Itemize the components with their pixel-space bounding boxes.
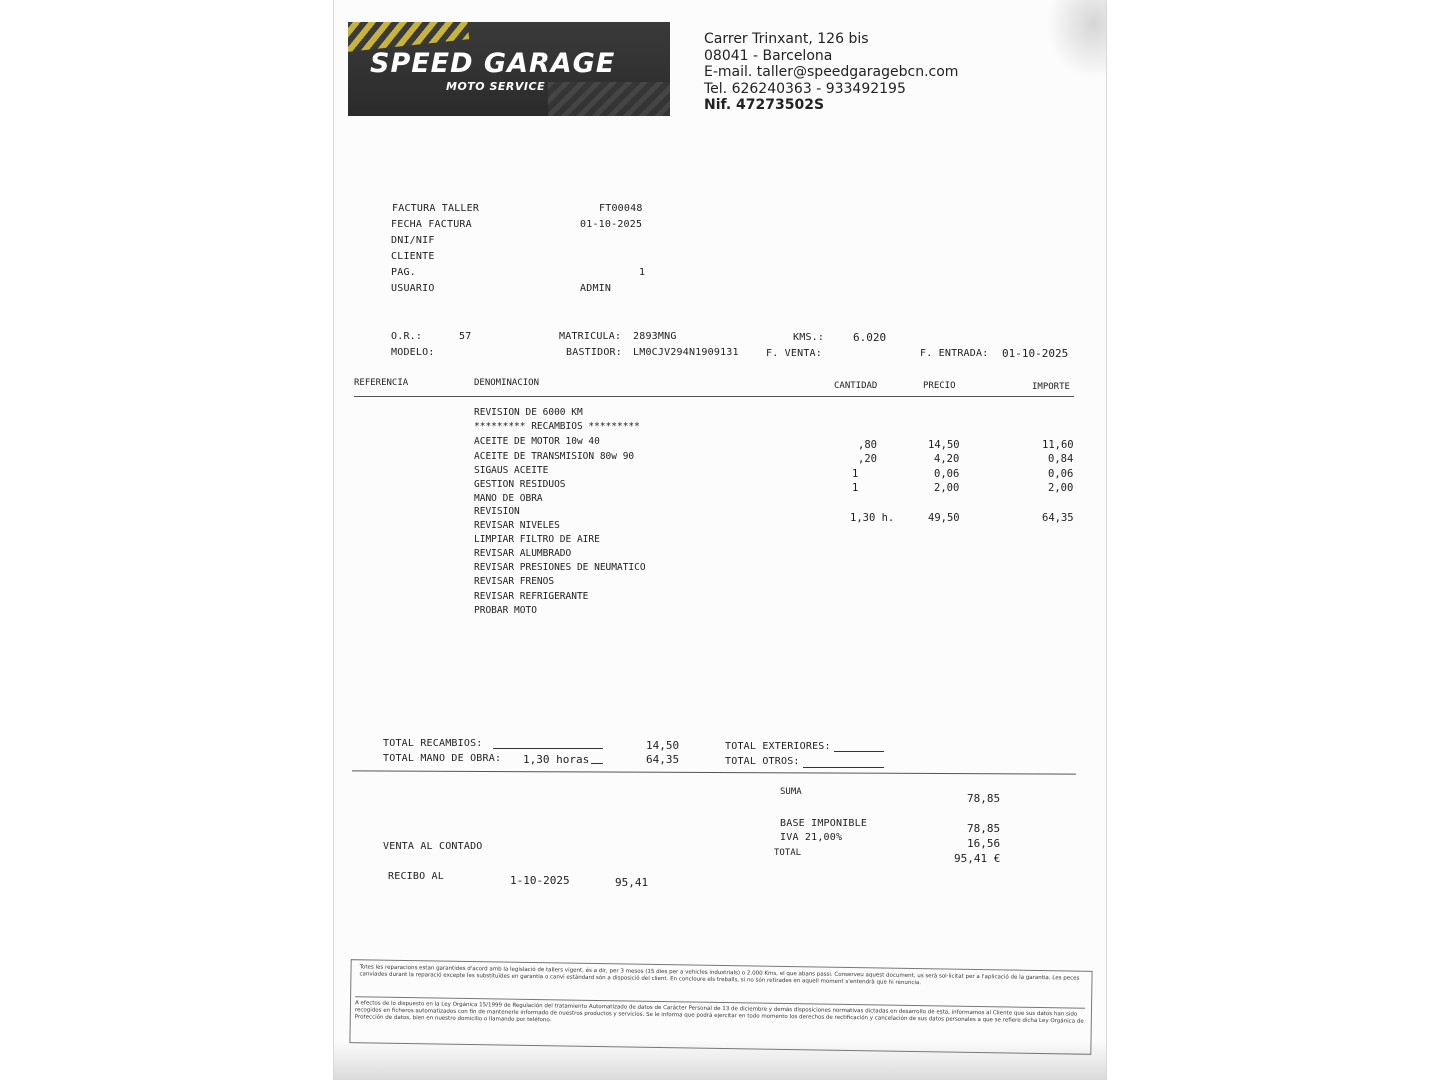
base-label: BASE IMPONIBLE: [780, 818, 868, 829]
line-item-importe: 11,60: [1042, 439, 1074, 451]
line-item-cantidad: ,20: [858, 453, 877, 465]
total-mano-horas: 1,30 horas: [523, 753, 590, 766]
kms-value: 6.020: [853, 331, 887, 344]
or-value: 57: [459, 331, 472, 342]
col-cantidad: CANTIDAD: [834, 381, 878, 391]
pag-label: PAG.: [391, 267, 416, 278]
usuario-label: USUARIO: [391, 283, 435, 294]
line-item-importe: 2,00: [1048, 482, 1074, 494]
company-address: [704, 31, 958, 114]
line-item-cantidad: 1: [852, 482, 859, 494]
suma-label: SUMA: [780, 787, 802, 797]
or-label: O.R.:: [391, 331, 423, 342]
scan-shadow-bottom: [334, 1040, 1106, 1080]
usuario-value: ADMIN: [580, 283, 612, 294]
invoice-page: [334, 0, 1106, 1080]
legal-warranty: Totes les reparacions estan garantides d'acord amb la legislació de tallers vigent, és a dir, per 3 mesos (15 dies per a vehicles industrials) o 2.000 Kms, el que abans passi. Conserveu aquest document, us serà sol·licitat per a l'aplicació de la garantia. Les peces canviades durant la reparació excepte les substituïdes en garantia o canvi estàndard són a disposició del client. En concloure els treballs, si no són retirades en aquell moment s'entendrà que hi renuncia.: [359, 964, 1080, 987]
iva-value: 16,56: [967, 837, 1001, 850]
col-precio: PRECIO: [923, 381, 956, 391]
line-item-desc: MANO DE OBRA: [474, 493, 543, 504]
recibo-amount: 95,41: [615, 876, 649, 889]
logo-tagline: MOTO SERVICE: [446, 80, 546, 93]
matricula-label: MATRICULA:: [559, 331, 622, 342]
fecha-value: 01-10-2025: [580, 219, 643, 230]
totals-rule: [352, 770, 1076, 774]
recibo-label: RECIBO AL: [388, 871, 444, 882]
line-item-desc: REVISAR ALUMBRADO: [474, 548, 572, 559]
total-otros-label: TOTAL OTROS:: [725, 756, 800, 767]
mano-underline: [591, 763, 603, 764]
line-item-importe: 64,35: [1042, 512, 1074, 524]
suma-value: 78,85: [967, 792, 1001, 805]
otros-underline: [803, 767, 884, 768]
company-email: E-mail. taller@speedgaragebcn.com: [704, 64, 959, 80]
col-denominacion: DENOMINACION: [474, 378, 540, 388]
matricula-value: 2893MNG: [633, 331, 677, 342]
legal-privacy: A efectos de lo dispuesto en la Ley Orgánica 15/1999 de Regulación del tratamiento Automatizado de datos de Carácter Personal de 13 de diciembre y demás disposiciones normativas dictadas en desarrollo de esta, informamos al Cliente que sus datos han sido recogidos en ficheros automatizados con fin de mantenerle informado de nuestros productos y servicios. Se le informa que podrá ejercitar en todo momento los derechos de rectificación y cancelación de sus datos personales a que se refiere dicha Ley Orgánica de Protección de datos, bien en nuestro domicilio o llamando por teléfono.: [355, 996, 1085, 1032]
line-item-desc: REVISAR FRENOS: [474, 576, 555, 587]
line-item-cantidad: ,80: [858, 439, 877, 451]
line-item-desc: SIGAUS ACEITE: [474, 465, 549, 476]
line-item-desc: LIMPIAR FILTRO DE AIRE: [474, 534, 600, 545]
scan-shadow: [1046, 0, 1106, 80]
line-item-desc: GESTION RESIDUOS: [474, 479, 566, 490]
total-exteriores-label: TOTAL EXTERIORES:: [725, 741, 831, 752]
factura-label: FACTURA TALLER: [392, 203, 480, 214]
line-item-precio: 14,50: [928, 439, 960, 451]
recibo-date: 1-10-2025: [510, 874, 570, 887]
fentrada-label: F. ENTRADA:: [920, 348, 989, 359]
bastidor-value: LM0CJV294N1909131: [633, 347, 739, 358]
line-item-cantidad: 1,30 h.: [850, 512, 895, 524]
line-item-precio: 49,50: [928, 512, 960, 524]
col-referencia: REFERENCIA: [354, 378, 409, 388]
dni-label: DNI/NIF: [391, 235, 435, 246]
company-nif: Nif. 47273502S: [704, 97, 825, 113]
company-logo: [348, 22, 670, 116]
line-item-desc: ACEITE DE MOTOR 10w 40: [474, 436, 600, 447]
line-item-precio: 4,20: [934, 453, 960, 465]
modelo-label: MODELO:: [391, 347, 435, 358]
fventa-label: F. VENTA:: [766, 348, 822, 359]
line-item-desc: REVISAR REFRIGERANTE: [474, 591, 589, 602]
iva-label: IVA 21,00%: [780, 832, 843, 843]
line-item-desc: REVISION: [474, 506, 520, 517]
logo-title: SPEED GARAGE: [370, 48, 616, 79]
fentrada-value: 01-10-2025: [1002, 347, 1069, 360]
company-phone: Tel. 626240363 - 933492195: [704, 80, 906, 97]
cliente-label: CLIENTE: [391, 251, 435, 262]
bastidor-label: BASTIDOR:: [566, 347, 622, 358]
pag-value: 1: [639, 267, 646, 278]
line-item-importe: 0,84: [1048, 453, 1074, 465]
header-rule: [354, 396, 1074, 397]
base-value: 78,85: [967, 822, 1001, 835]
line-item-precio: 0,06: [934, 468, 960, 480]
line-item-desc: ACEITE DE TRANSMISION 80w 90: [474, 451, 635, 462]
line-item-desc: REVISAR PRESIONES DE NEUMATICO: [474, 562, 646, 573]
line-item-desc: PROBAR MOTO: [474, 605, 537, 616]
line-item-desc: REVISAR NIVELES: [474, 520, 560, 531]
recambios-underline: [493, 748, 603, 749]
line-item-desc: ********* RECAMBIOS *********: [474, 421, 640, 432]
line-item-cantidad: 1: [852, 468, 859, 480]
line-item-desc: REVISION DE 6000 KM: [474, 407, 583, 418]
factura-value: FT00048: [599, 203, 643, 214]
exteriores-underline: [834, 751, 884, 752]
total-recambios-label: TOTAL RECAMBIOS:: [383, 738, 483, 749]
col-importe: IMPORTE: [1032, 382, 1070, 392]
total-value: 95,41 €: [954, 852, 1001, 865]
line-item-importe: 0,06: [1048, 468, 1074, 480]
total-label: TOTAL: [774, 848, 802, 858]
kms-label: KMS.:: [793, 332, 825, 343]
line-item-precio: 2,00: [934, 482, 960, 494]
fecha-label: FECHA FACTURA: [391, 219, 472, 230]
total-mano-value: 64,35: [646, 753, 680, 766]
total-recambios-value: 14,50: [646, 739, 680, 752]
address-line-1: Carrer Trinxant, 126 bis: [704, 31, 869, 47]
address-line-2: 08041 - Barcelona: [704, 47, 833, 64]
venta-contado: VENTA AL CONTADO: [383, 841, 483, 852]
logo-texture: [548, 82, 670, 116]
total-mano-label: TOTAL MANO DE OBRA:: [383, 753, 502, 764]
